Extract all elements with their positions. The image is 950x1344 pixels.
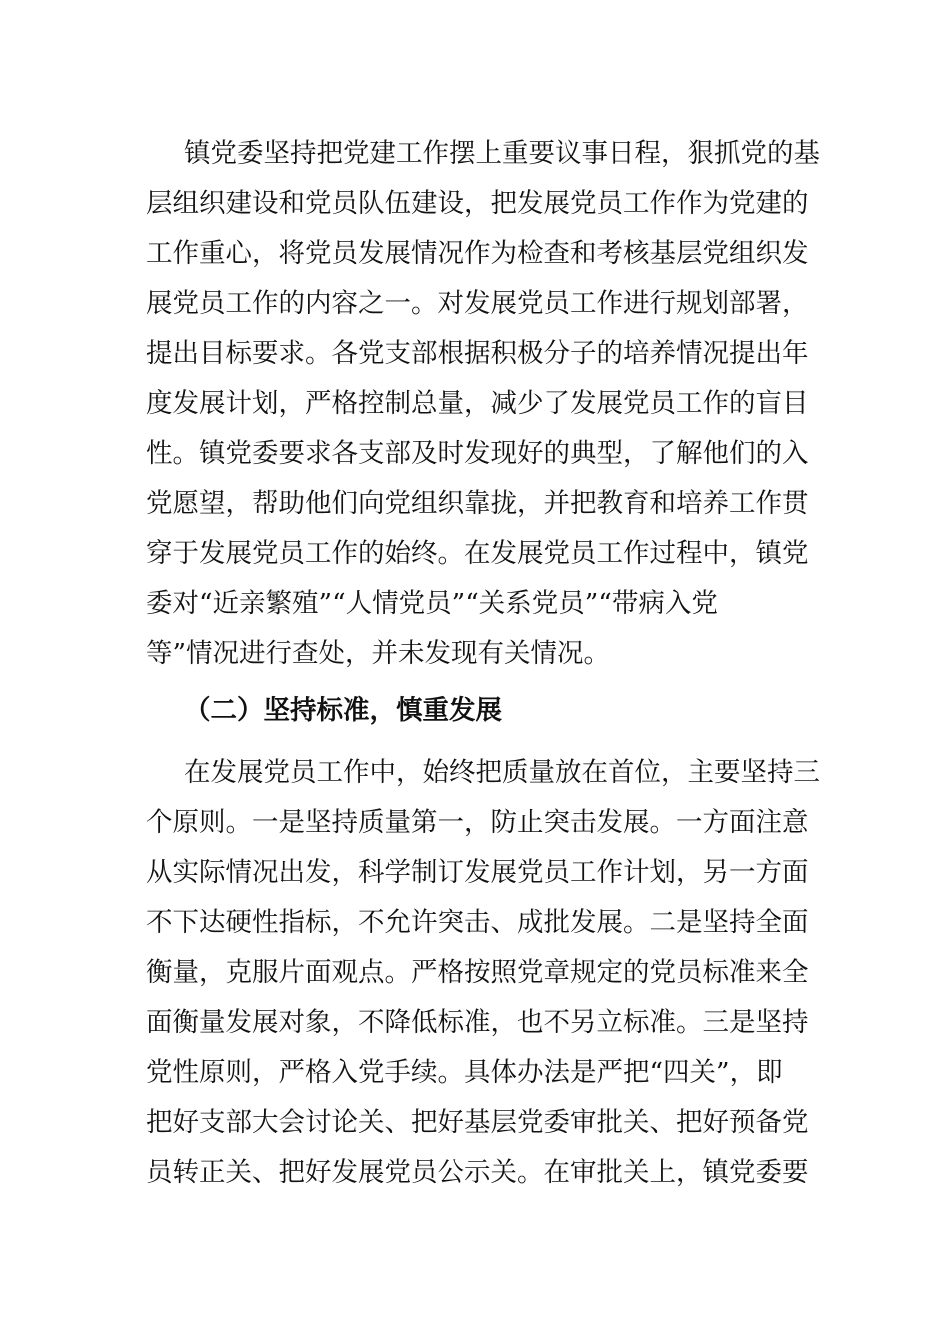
paragraph-1-line-11: 等”情况进行查处，并未发现有关情况。 xyxy=(146,638,611,669)
paragraph-1-line-5: 提出目标要求。各党支部根据积极分子的培养情况提出年 xyxy=(146,338,809,369)
paragraph-2-line-4: 不下达硬性指标，不允许突击、成批发展。二是坚持全面 xyxy=(146,907,809,938)
section-heading: （二）坚持标准，慎重发展 xyxy=(184,695,502,726)
paragraph-2-line-5: 衡量，克服片面观点。严格按照党章规定的党员标准来全 xyxy=(146,957,809,988)
paragraph-2-line-1: 在发展党员工作中，始终把质量放在首位，主要坚持三 xyxy=(184,757,820,788)
paragraph-1-line-1: 镇党委坚持把党建工作摆上重要议事日程，狠抓党的基 xyxy=(184,138,820,169)
paragraph-2-line-6: 面衡量发展对象，不降低标准，也不另立标准。三是坚持 xyxy=(146,1007,809,1038)
paragraph-1-line-6: 度发展计划，严格控制总量，减少了发展党员工作的盲目 xyxy=(146,388,809,419)
paragraph-1-line-7: 性。镇党委要求各支部及时发现好的典型，了解他们的入 xyxy=(146,438,809,469)
paragraph-1-line-10: 委对“近亲繁殖”“人情党员”“关系党员”“带病入党 xyxy=(146,588,718,619)
paragraph-1-line-9: 穿于发展党员工作的始终。在发展党员工作过程中，镇党 xyxy=(146,538,809,569)
paragraph-2-line-3: 从实际情况出发，科学制订发展党员工作计划，另一方面 xyxy=(146,857,809,888)
paragraph-2-line-2: 个原则。一是坚持质量第一，防止突击发展。一方面注意 xyxy=(146,807,809,838)
paragraph-2-line-7: 党性原则，严格入党手续。具体办法是严把“四关”，即 xyxy=(146,1057,783,1088)
paragraph-1-line-3: 工作重心，将党员发展情况作为检查和考核基层党组织发 xyxy=(146,238,809,269)
paragraph-1-line-8: 党愿望，帮助他们向党组织靠拢，并把教育和培养工作贯 xyxy=(146,488,809,519)
paragraph-2-line-9: 员转正关、把好发展党员公示关。在审批关上，镇党委要 xyxy=(146,1157,809,1188)
paragraph-1-line-4: 展党员工作的内容之一。对发展党员工作进行规划部署， xyxy=(146,288,809,319)
paragraph-2-line-8: 把好支部大会讨论关、把好基层党委审批关、把好预备党 xyxy=(146,1107,809,1138)
paragraph-1-line-2: 层组织建设和党员队伍建设，把发展党员工作作为党建的 xyxy=(146,188,809,219)
